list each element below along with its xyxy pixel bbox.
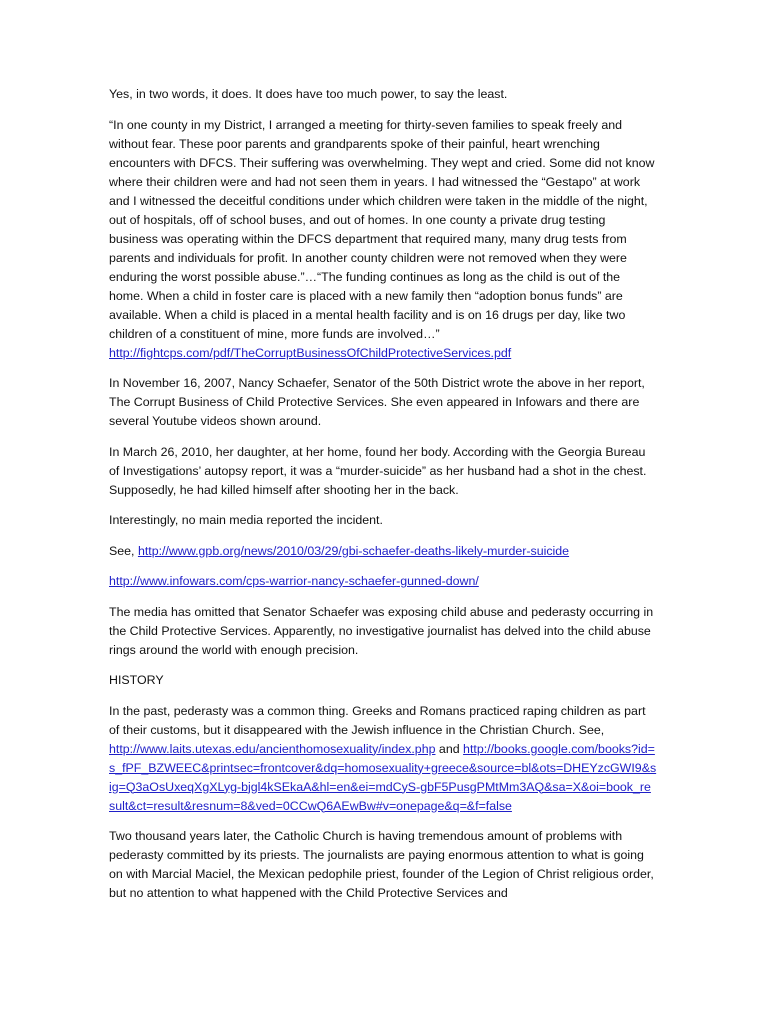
paragraph-quote [109,116,657,363]
paragraph-see-gpb [109,542,657,561]
and-text: and [435,741,464,756]
paragraph-death: In March 26, 2010, her daughter, at her home, found her body. According with the Georgia Bureau of Investigations’ autopsy report, it was a “murder-suicide” as her husband had a shot in the chest. Supposedly, he had killed himself after shooting her in the back. [109,444,647,497]
section-heading-history: HISTORY [109,673,164,687]
fightcps-pdf-link[interactable]: http://fightcps.com/pdf/TheCorruptBusinessOfChildProtectiveServices.pdf [109,345,512,360]
gpb-news-link[interactable]: http://www.gpb.org/news/2010/03/29/gbi-schaefer-deaths-likely-murder-suicide [137,543,570,558]
quote-text: “In one county in my District, I arranged a meeting for thirty-seven families to speak freely and without fear. These poor parents and grandparents spoke of their painful, heart wrenching encounters with DFCS. Their suffering was overwhelming. They wept and cried. Some did not know where their children were and had not seen them in years. I had witnessed the “Gestapo” at work and I witnessed the deceitful conditions under which children were taken in the middle of the night, out of hospitals, off of school buses, and out of homes. In one county a private drug testing business was operating within the DFCS department that required many, many drug tests from parents and individuals for profit. In another county children were not removed when they were enduring the worst possible abuse.”…“The funding continues as long as the child is out of the home. When a child in foster care is placed with a new family then “adoption bonus funds” are available. When a child is placed in a mental health facility and is on 16 drugs per day, like two children of a constituent of mine, more funds are involved…” [109,117,655,341]
paragraph-history [109,702,657,816]
google-books-link[interactable]: http://books.google.com/books?id=s_fPF_BZWEEC&printsec=frontcover&dq=homosexuality+greece&source=bl&ots=DHEYzcGWI9&sig=Q3aOsUxeqXgXLyg-bjgl4kSEkaA&hl=en&ei=mdCyS-gbF5PusgPMtMm3AQ&sa=X&oi=book_result&ct=result&resnum=8&ved=0CCwQ6AEwBw#v=onepage&q=&f=false [109,741,657,813]
paragraph-catholic: Two thousand years later, the Catholic Church is having tremendous amount of problems with pederasty committed by its priests. The journalists are paying enormous attention to what is going on with Marcial Maciel, the Mexican pedophile priest, founder of the Legion of Christ religious order, but no attention to what happened with the Child Protective Services and [109,829,654,900]
history-text: In the past, pederasty was a common thing. Greeks and Romans practiced raping children as part of their customs, but it disappeared with the Jewish influence in the Christian Church. See, [109,703,646,737]
paragraph-omitted: The media has omitted that Senator Schaefer was exposing child abuse and pederasty occurring in the Child Protective Services. Apparently, no investigative journalist has delved into the child abuse rings around the world with enough precision. [109,604,654,657]
see-prefix: See, [109,543,138,558]
document-body [109,85,657,915]
paragraph-report: In November 16, 2007, Nancy Schaefer, Senator of the 50th District wrote the above in her report, The Corrupt Business of Child Protective Services. She even appeared in Infowars and there are several Youtube videos shown around. [109,376,645,428]
infowars-link[interactable]: http://www.infowars.com/cps-warrior-nancy-schaefer-gunned-down/ [109,574,479,588]
paragraph-intro: Yes, in two words, it does. It does have too much power, to say the least. [109,87,508,101]
paragraph-infowars [109,572,657,591]
laits-link[interactable]: http://www.laits.utexas.edu/ancienthomosexuality/index.php [109,741,436,756]
paragraph-media: Interestingly, no main media reported the incident. [109,513,383,527]
